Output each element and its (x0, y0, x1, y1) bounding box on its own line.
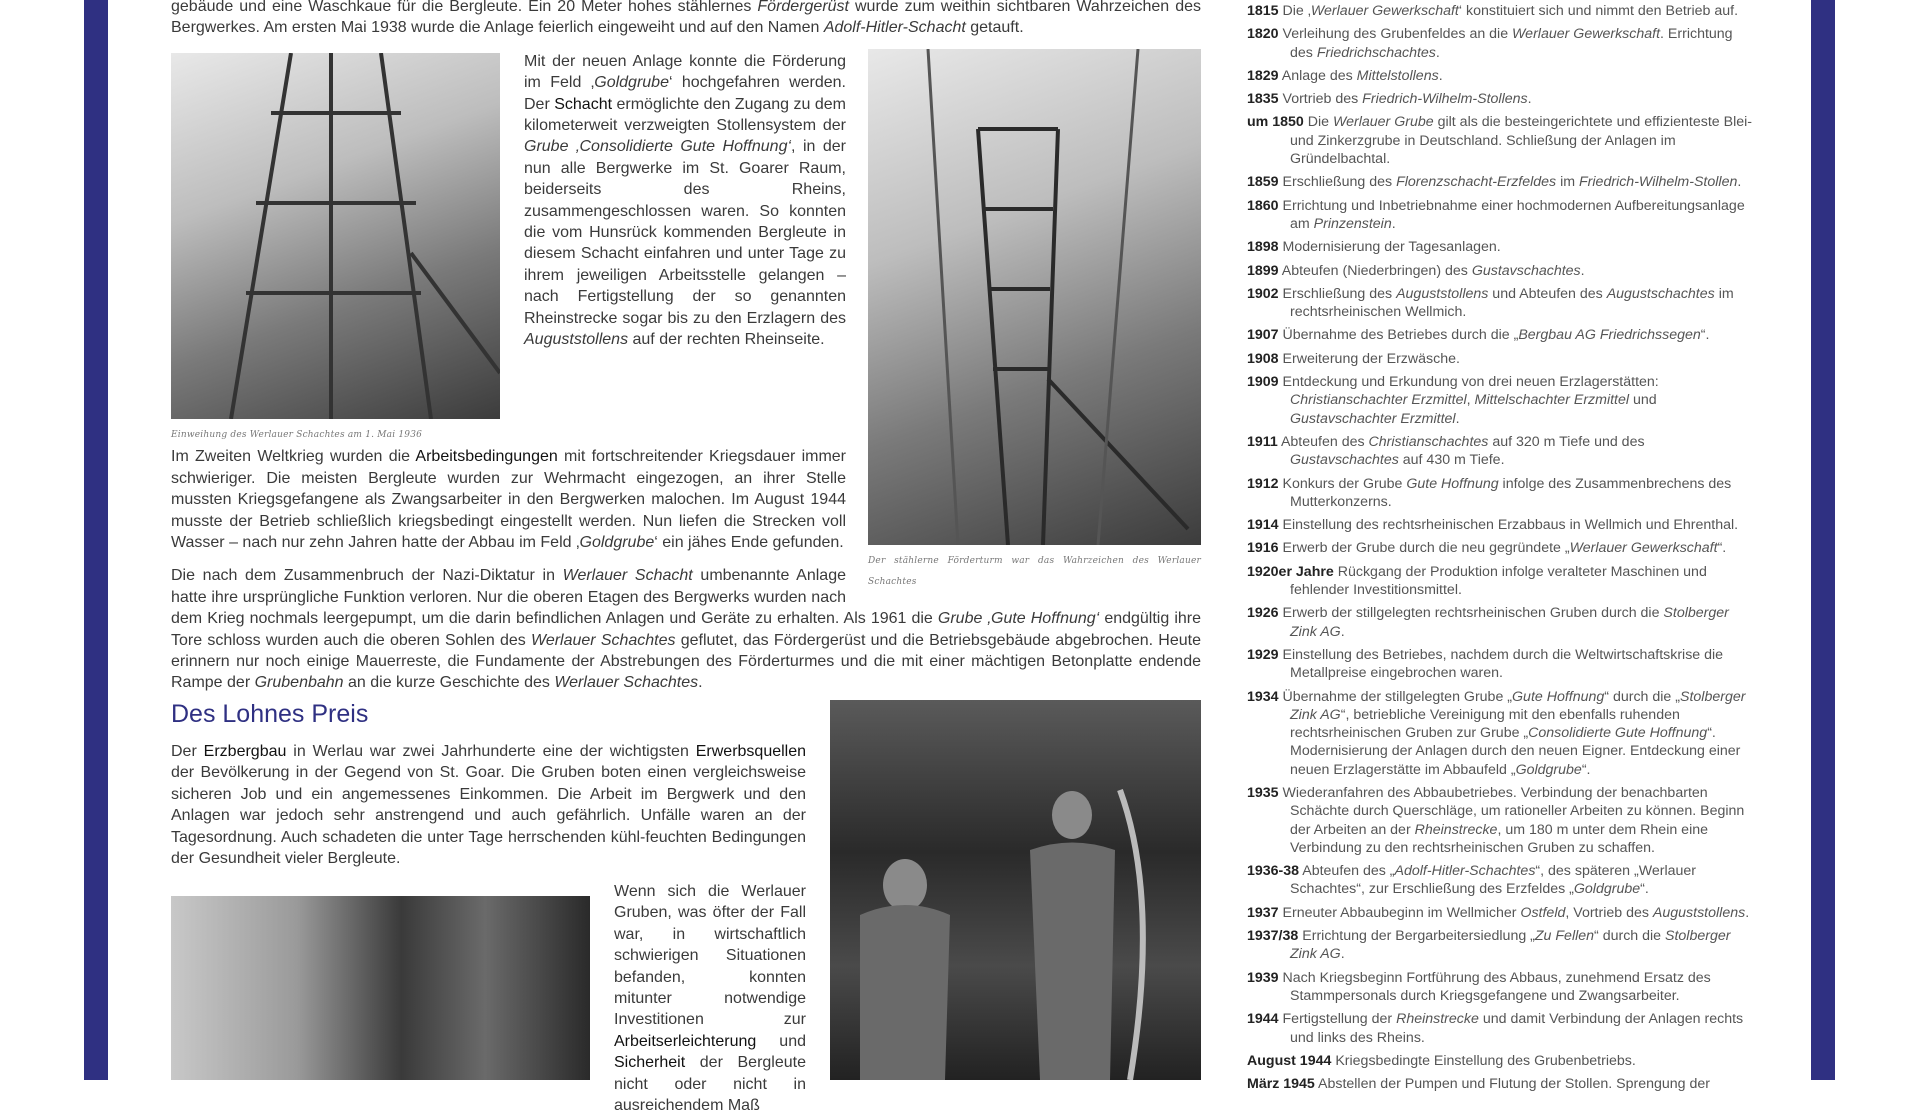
italic-text-run: Grube ‚Gute Hoffnung‘ (937, 610, 1100, 628)
timeline-entry (1247, 90, 1757, 108)
text-run: Abteufen des (1280, 433, 1369, 450)
timeline-year: März 1945 (1247, 1076, 1315, 1093)
text-run: mit fortschreitender Kriegsdauer immer schwieriger. Die meisten Bergleute wurden zur Wehrmacht eingezogen, an ihrer Stelle mussten Kriegsgefangene als Zwangsarbeiter in den Bergwerken malochen. Im August 1944 musste der Betrieb schließlich kriegsbedingt eingestellt werden. Nun liefen die Strecken voll Wasser – nach nur zehn Jahren hatte der Abbau im Feld ‚ (171, 448, 846, 552)
text-run: . Errichtung des (1290, 26, 1733, 61)
right-border-bar (1811, 0, 1835, 1080)
emphasized-text-run: Sicherheit (614, 1054, 686, 1072)
text-run: Fertigstellung der (1282, 1011, 1397, 1028)
timeline-entry (1247, 784, 1757, 857)
timeline-entry (1247, 113, 1757, 168)
timeline-entry (1247, 1075, 1757, 1093)
italic-text-run: Werlauer Schacht (562, 567, 693, 585)
text-run: Erwerb der Grube durch die neu gegründete „ (1282, 540, 1570, 557)
italic-text-run: Grube ‚Consolidierte Gute Hoffnung‘ (524, 138, 792, 156)
italic-text-run: Gustavschachtes (1471, 262, 1581, 279)
italic-text-run: Goldgrube (1515, 761, 1582, 778)
text-run: Erwerb der stillgelegten rechtsrheinischen Gruben durch die (1282, 605, 1664, 622)
italic-text-run: Gute Hoffnung (1512, 688, 1605, 705)
timeline-year: 1909 (1247, 374, 1279, 391)
text-run: Anlage des (1281, 67, 1357, 84)
emphasized-text-run: Arbeitserleichterung (614, 1032, 757, 1050)
text-run: Entdeckung und Erkundung von drei neuen Erzlagerstätten: (1282, 374, 1659, 391)
photo-bergleute-stollen (171, 896, 590, 1080)
timeline-year: 1934 (1247, 688, 1279, 705)
timeline-year: 1926 (1247, 605, 1279, 622)
text-run: “. (1640, 881, 1649, 898)
timeline-entry (1247, 563, 1757, 600)
emphasized-text-run: Erzbergbau (203, 743, 287, 760)
italic-text-run: Florenzschacht-Erzfeldes (1396, 174, 1557, 191)
timeline-entry (1247, 688, 1757, 779)
timeline-year: 1937/38 (1247, 928, 1299, 945)
text-run: . (1340, 946, 1345, 963)
text-run: Abteufen des „ (1302, 863, 1395, 880)
italic-text-run: Werlauer Gewerkschaft (1310, 3, 1459, 19)
italic-text-run: Ostfeld (1520, 904, 1566, 921)
italic-text-run: Werlauer Grube (1332, 114, 1434, 131)
text-run: Im Zweiten Weltkrieg wurden die (171, 448, 416, 466)
emphasized-text-run: Arbeitsbedingungen (415, 448, 558, 466)
timeline-year: 1860 (1247, 197, 1279, 214)
text-run: ‘ konstituiert sich und nimmt den Betrieb auf. (1458, 3, 1739, 19)
text-run: , (1466, 392, 1475, 409)
italic-text-run: Christianschachtes (1368, 433, 1489, 450)
paragraph-erzbergbau (171, 741, 806, 869)
timeline-entry (1247, 1010, 1757, 1047)
text-run: “ durch die (1594, 928, 1666, 945)
text-run: Einstellung des rechtsrheinischen Erzabbaus in Wellmich und Ehrenthal. (1282, 517, 1739, 534)
italic-text-run: Auguststollens (1396, 285, 1489, 302)
timeline-entry (1247, 904, 1757, 922)
text-run: Erschließung des (1282, 285, 1397, 302)
text-run: Übernahme der stillgelegten Grube „ (1282, 688, 1513, 705)
text-run: umbenannte Anlage hatte ihre ursprüngliche Funktion verloren. Nur die oberen Etagen des Bergwerks wurden nach dem Krieg nochmals leergepumpt, um die darin befindlichen Anlagen und Geräte zu erhalten. Als 1961 die (171, 567, 938, 628)
text-run: im rechtsrheinischen Wellmich. (1290, 285, 1734, 321)
italic-text-run: Gustavschachter Erzmittel (1290, 410, 1456, 427)
timeline-entry (1247, 173, 1757, 191)
text-run: Errichtung und Inbetriebnahme einer hochmodernen Aufbereitungsanlage am (1282, 197, 1745, 232)
text-run: auf der rechten Rheinseite. (628, 331, 825, 349)
timeline-year: 1908 (1247, 350, 1279, 367)
emphasized-text-run: Schacht (554, 95, 613, 113)
italic-text-run: Werlauer Schachtes (531, 631, 676, 649)
text-run: Erschließung des (1282, 174, 1397, 191)
text-run: , in der nun alle Bergwerke im St. Goarer Raum, beiderseits des Rheins, zusammengeschlossen waren. So konnten die vom Hunsrück kommenden Bergleute in diesem Schacht einfahren und unter Tage zu ihrem jeweiligen Arbeitsstelle gelangen – nach Fertigstellung der so genannten Rheinstrecke sogar bis zu den Erzlagern des (524, 138, 846, 327)
text-run: Die ‚ (1282, 3, 1311, 19)
text-run: Einstellung des Betriebes, nachdem durch die Weltwirtschaftskrise die Metallpreise eingebrochen waren. (1282, 646, 1724, 682)
text-run: . (1340, 623, 1345, 640)
timeline-entry (1247, 516, 1757, 534)
timeline-entry (1247, 862, 1757, 899)
timeline-year: 1898 (1247, 239, 1279, 256)
timeline-entry (1247, 197, 1757, 234)
timeline-entry (1247, 2, 1757, 20)
text-run: Abstellen der Pumpen und Flutung der Stollen. Sprengung der (1318, 1076, 1710, 1093)
text-run: Kriegsbedingte Einstellung des Grubenbetriebs. (1335, 1052, 1636, 1069)
text-run: , Vortrieb des (1565, 904, 1653, 921)
italic-text-run: Prinzenstein (1313, 215, 1392, 232)
section-werlauer-schacht (171, 0, 1201, 706)
italic-text-run: Gustavschachtes (1290, 452, 1399, 469)
timeline-entry (1247, 969, 1757, 1006)
timeline-year: 1835 (1247, 91, 1279, 108)
timeline-entry (1247, 927, 1757, 964)
text-run: . (1391, 215, 1396, 232)
text-run: im (1556, 174, 1580, 191)
timeline-year: 1912 (1247, 475, 1279, 492)
timeline-entry (1247, 262, 1757, 280)
photo-foerderturm-figure (868, 49, 1201, 594)
timeline-year: 1937 (1247, 904, 1279, 921)
text-run: Erweiterung der Erzwäsche. (1282, 350, 1460, 367)
text-run: Erneuter Abbaubeginn im Wellmicher (1282, 904, 1521, 921)
italic-text-run: Consolidierte Gute Hoffnung (1528, 725, 1708, 742)
text-run: “. (1700, 327, 1710, 344)
timeline-year: 1902 (1247, 285, 1279, 302)
timeline-entry (1247, 604, 1757, 641)
timeline-year: 1859 (1247, 174, 1279, 191)
photo-foerderturm (868, 49, 1201, 545)
text-run: . (1745, 904, 1750, 921)
text-run: Die (1307, 114, 1333, 131)
timeline-year: 1936-38 (1247, 863, 1300, 880)
italic-text-run: Werlauer Schachtes (554, 674, 699, 692)
text-run: “, des späteren „Werlauer Schachtes“, zur Erschließung des Erzfeldes „ (1290, 863, 1697, 898)
section-heading-lohnes-preis: Des Lohnes Preis (171, 700, 369, 728)
chronology-timeline (1247, 2, 1757, 1098)
italic-text-run: Christianschachter Erzmittel (1290, 392, 1467, 409)
timeline-entry (1247, 646, 1757, 683)
timeline-year: 1914 (1247, 517, 1279, 534)
italic-text-run: Augustschachtes (1606, 285, 1715, 302)
timeline-year: 1916 (1247, 540, 1279, 557)
text-run: und (756, 1032, 806, 1050)
text-run: an die kurze Geschichte des (343, 674, 555, 692)
timeline-entry (1247, 373, 1757, 428)
timeline-year: 1911 (1247, 433, 1278, 450)
timeline-entry (1247, 1052, 1757, 1070)
timeline-year: 1939 (1247, 969, 1279, 986)
italic-text-run: Werlauer Gewerkschaft (1512, 26, 1661, 43)
italic-text-run: Auguststollens (524, 331, 629, 349)
caption-left: Einweihung des Werlauer Schachtes am 1. Mai 1936 (171, 430, 423, 440)
italic-text-run: Adolf-Hitler-Schachtes (1394, 863, 1536, 880)
text-run: “. (1717, 540, 1727, 557)
text-run: . (1438, 67, 1443, 84)
text-run: gilt als die besteingerichtete und effizienteste Blei- und Zinkerzgrube in Deutschland. Schließung der Anlagen im Gründelbachtal. (1290, 114, 1753, 168)
text-run: auf 320 m Tiefe und des (1488, 433, 1645, 450)
text-run: Der (171, 743, 204, 760)
italic-text-run: Zu Fellen (1534, 928, 1595, 945)
text-run: Wenn sich die Werlauer Gruben, was öfter der Fall war, in wirtschaftlich schwierigen Situationen befanden, konnten mitunter notwendige Investitionen zur (614, 883, 806, 1029)
text-run: und damit Verbindung der Anlagen rechts und links des Rheins. (1290, 1011, 1744, 1046)
timeline-year: 1944 (1247, 1011, 1279, 1028)
italic-text-run: Goldgrube (579, 534, 655, 552)
text-run: . (1527, 91, 1532, 108)
italic-text-run: Werlauer Gewerkschaft (1569, 540, 1718, 557)
text-run: Vortrieb des (1282, 91, 1363, 108)
text-run: “ durch die „ (1604, 688, 1680, 705)
text-run: Rückgang der Produktion infolge veralteter Maschinen und fehlender Investitionsmittel. (1290, 563, 1707, 599)
text-run: Nach Kriegsbeginn Fortführung des Abbaus, zunehmend Ersatz des Stammpersonals durch Kriegsgefangene und Zwangsarbeiter. (1282, 969, 1711, 1004)
text-run: “. Modernisierung der Anlagen durch den neuen Eigner. Entdeckung einer neuen Erzlagerstätte im Abbaufeld „ (1290, 725, 1741, 778)
text-run: gebäude und eine Waschkaue für die Bergleute. Ein 20 Meter hohes stählernes (171, 0, 758, 15)
italic-text-run: Goldgrube (594, 74, 669, 92)
timeline-year: 1935 (1247, 784, 1279, 801)
left-border-bar (84, 0, 108, 1080)
text-run: Modernisierung der Tagesanlagen. (1282, 239, 1501, 256)
timeline-year: 1920er Jahre (1247, 563, 1334, 580)
italic-text-run: Fördergerüst (757, 0, 849, 15)
text-run: . (1455, 410, 1460, 427)
italic-text-run: Rheinstrecke (1414, 821, 1498, 838)
text-run: Übernahme des Betriebes durch die „ (1282, 327, 1519, 344)
timeline-year: 1899 (1247, 262, 1279, 279)
text-run: wurde zum weithin sichtbaren Wahrzeichen des Bergwerkes. Am ersten Mai 1938 wurde die Anlage feierlich eingeweiht und auf den Namen (171, 0, 1201, 37)
text-run: ermöglichte den Zugang zu dem kilometerweit verzweigten Stollensystem der (524, 95, 846, 135)
timeline-entry (1247, 25, 1757, 62)
paragraph-investitionen (614, 881, 806, 1116)
text-run: Errichtung der Bergarbeitersiedlung „ (1302, 928, 1535, 945)
timeline-year: 1829 (1247, 67, 1279, 84)
text-run: Mit der neuen Anlage konnte die Förderung im Feld ‚ (524, 52, 846, 92)
emphasized-text-run: Erwerbsquellen (695, 743, 807, 760)
text-run: Die nach dem Zusammenbruch der Nazi-Diktatur in (171, 567, 563, 585)
text-run: “, betriebliche Vereinigung mit den ebenfalls ruhenden rechtsrheinischen Gruben zur Grube „ (1290, 706, 1680, 742)
italic-text-run: Adolf-Hitler-Schacht (823, 19, 966, 37)
text-run: . (1737, 174, 1742, 191)
text-run: getauft. (965, 19, 1024, 37)
timeline-year: August 1944 (1247, 1052, 1332, 1069)
text-run: Abteufen (Niederbringen) des (1281, 262, 1472, 279)
italic-text-run: Auguststollens (1652, 904, 1746, 921)
text-run: . (698, 674, 703, 692)
italic-text-run: Mittelstollens (1356, 67, 1439, 84)
photo-bergleute-bohrer (830, 700, 1201, 1080)
text-run: der Bevölkerung in der Gegend von St. Goar. Die Gruben boten einen vergleichsweise sicheren Job und ein angemessenes Einkommen. Die Arbeit im Bergwerk und den Anlagen war jedoch sehr anstrengend und auch gefährlich. Unfälle waren an der Tagesordnung. Auch schadeten die unter Tage herrschenden kühl-feuchten Bedingungen der Gesundheit vieler Bergleute. (171, 764, 806, 868)
text-run: Konkurs der Grube (1282, 475, 1407, 492)
caption-right: Der stählerne Förderturm war das Wahrzeichen des Werlauer Schachtes (868, 556, 1201, 588)
text-run: Wiederanfahren des Abbaubetriebes. Verbindung der benachbarten Schächte durch Querschläge, um rationeller Arbeiten zu können. Beginn der Arbeiten an der (1282, 784, 1745, 838)
text-run: auf 430 m Tiefe. (1398, 452, 1505, 469)
timeline-entry (1247, 67, 1757, 85)
italic-text-run: Friedrichschachtes (1316, 44, 1436, 61)
timeline-entry (1247, 475, 1757, 512)
italic-text-run: Friedrich-Wilhelm-Stollen (1579, 174, 1738, 191)
text-run: , um 180 m unter dem Rhein eine Verbindung zu den rechtsrheinischen Gruben zu schaffen. (1290, 821, 1708, 856)
text-run: geflutet, das Fördergerüst und die Betriebsgebäude abgebrochen. Heute erinnern nur noch einige Mauerreste, die Fundamente der Abstrebungen des Förderturmes und die mit einer mächtigen Betonplatte endende Rampe der (171, 631, 1201, 692)
text-run: . (1435, 44, 1440, 61)
text-run: endgültig ihre Tore schloss wurden auch die oberen Sohlen des (171, 610, 1202, 649)
italic-text-run: Stolberger Zink AG (1290, 928, 1731, 963)
timeline-year: 1929 (1247, 646, 1279, 663)
text-run: in Werlau war zwei Jahrhunderte eine der wichtigsten (286, 743, 696, 760)
timeline-year: 1815 (1247, 3, 1279, 19)
timeline-entry (1247, 326, 1757, 344)
paragraph-intro (171, 0, 1201, 39)
timeline-year: 1907 (1247, 327, 1279, 344)
text-run: infolge des Zusammenbrechens des Mutterkonzerns. (1290, 475, 1732, 510)
text-run: ‘ hochgefahren werden. Der (524, 74, 846, 113)
italic-text-run: Mittelschachter Erzmittel (1474, 392, 1630, 409)
italic-text-run: Friedrich-Wilhelm-Stollens (1362, 91, 1528, 108)
photo-einweihung-figure (171, 53, 500, 446)
timeline-year: 1820 (1247, 26, 1279, 43)
italic-text-run: Goldgrube (1573, 881, 1641, 898)
text-run: Verleihung des Grubenfeldes an die (1282, 26, 1513, 43)
photo-einweihung (171, 53, 500, 419)
italic-text-run: Grubenbahn (254, 674, 344, 692)
text-run: . (1580, 262, 1585, 279)
timeline-entry (1247, 350, 1757, 368)
italic-text-run: Rheinstrecke (1396, 1011, 1479, 1028)
text-run: “. (1581, 761, 1591, 778)
text-run: und Abteufen des (1488, 285, 1607, 302)
text-run: und (1629, 392, 1657, 409)
italic-text-run: Stolberger Zink AG (1290, 688, 1746, 723)
timeline-entry (1247, 539, 1757, 557)
timeline-entry (1247, 285, 1757, 322)
text-run: der Bergleute nicht oder nicht in ausreichendem Maß (614, 1054, 806, 1115)
timeline-year: um 1850 (1247, 114, 1304, 131)
italic-text-run: Bergbau AG Friedrichssegen (1518, 327, 1701, 344)
italic-text-run: Stolberger Zink AG (1290, 605, 1729, 640)
timeline-entry (1247, 433, 1757, 470)
italic-text-run: Gute Hoffnung (1406, 475, 1499, 492)
timeline-entry (1247, 238, 1757, 256)
text-run: ‘ ein jähes Ende gefunden. (654, 534, 844, 552)
